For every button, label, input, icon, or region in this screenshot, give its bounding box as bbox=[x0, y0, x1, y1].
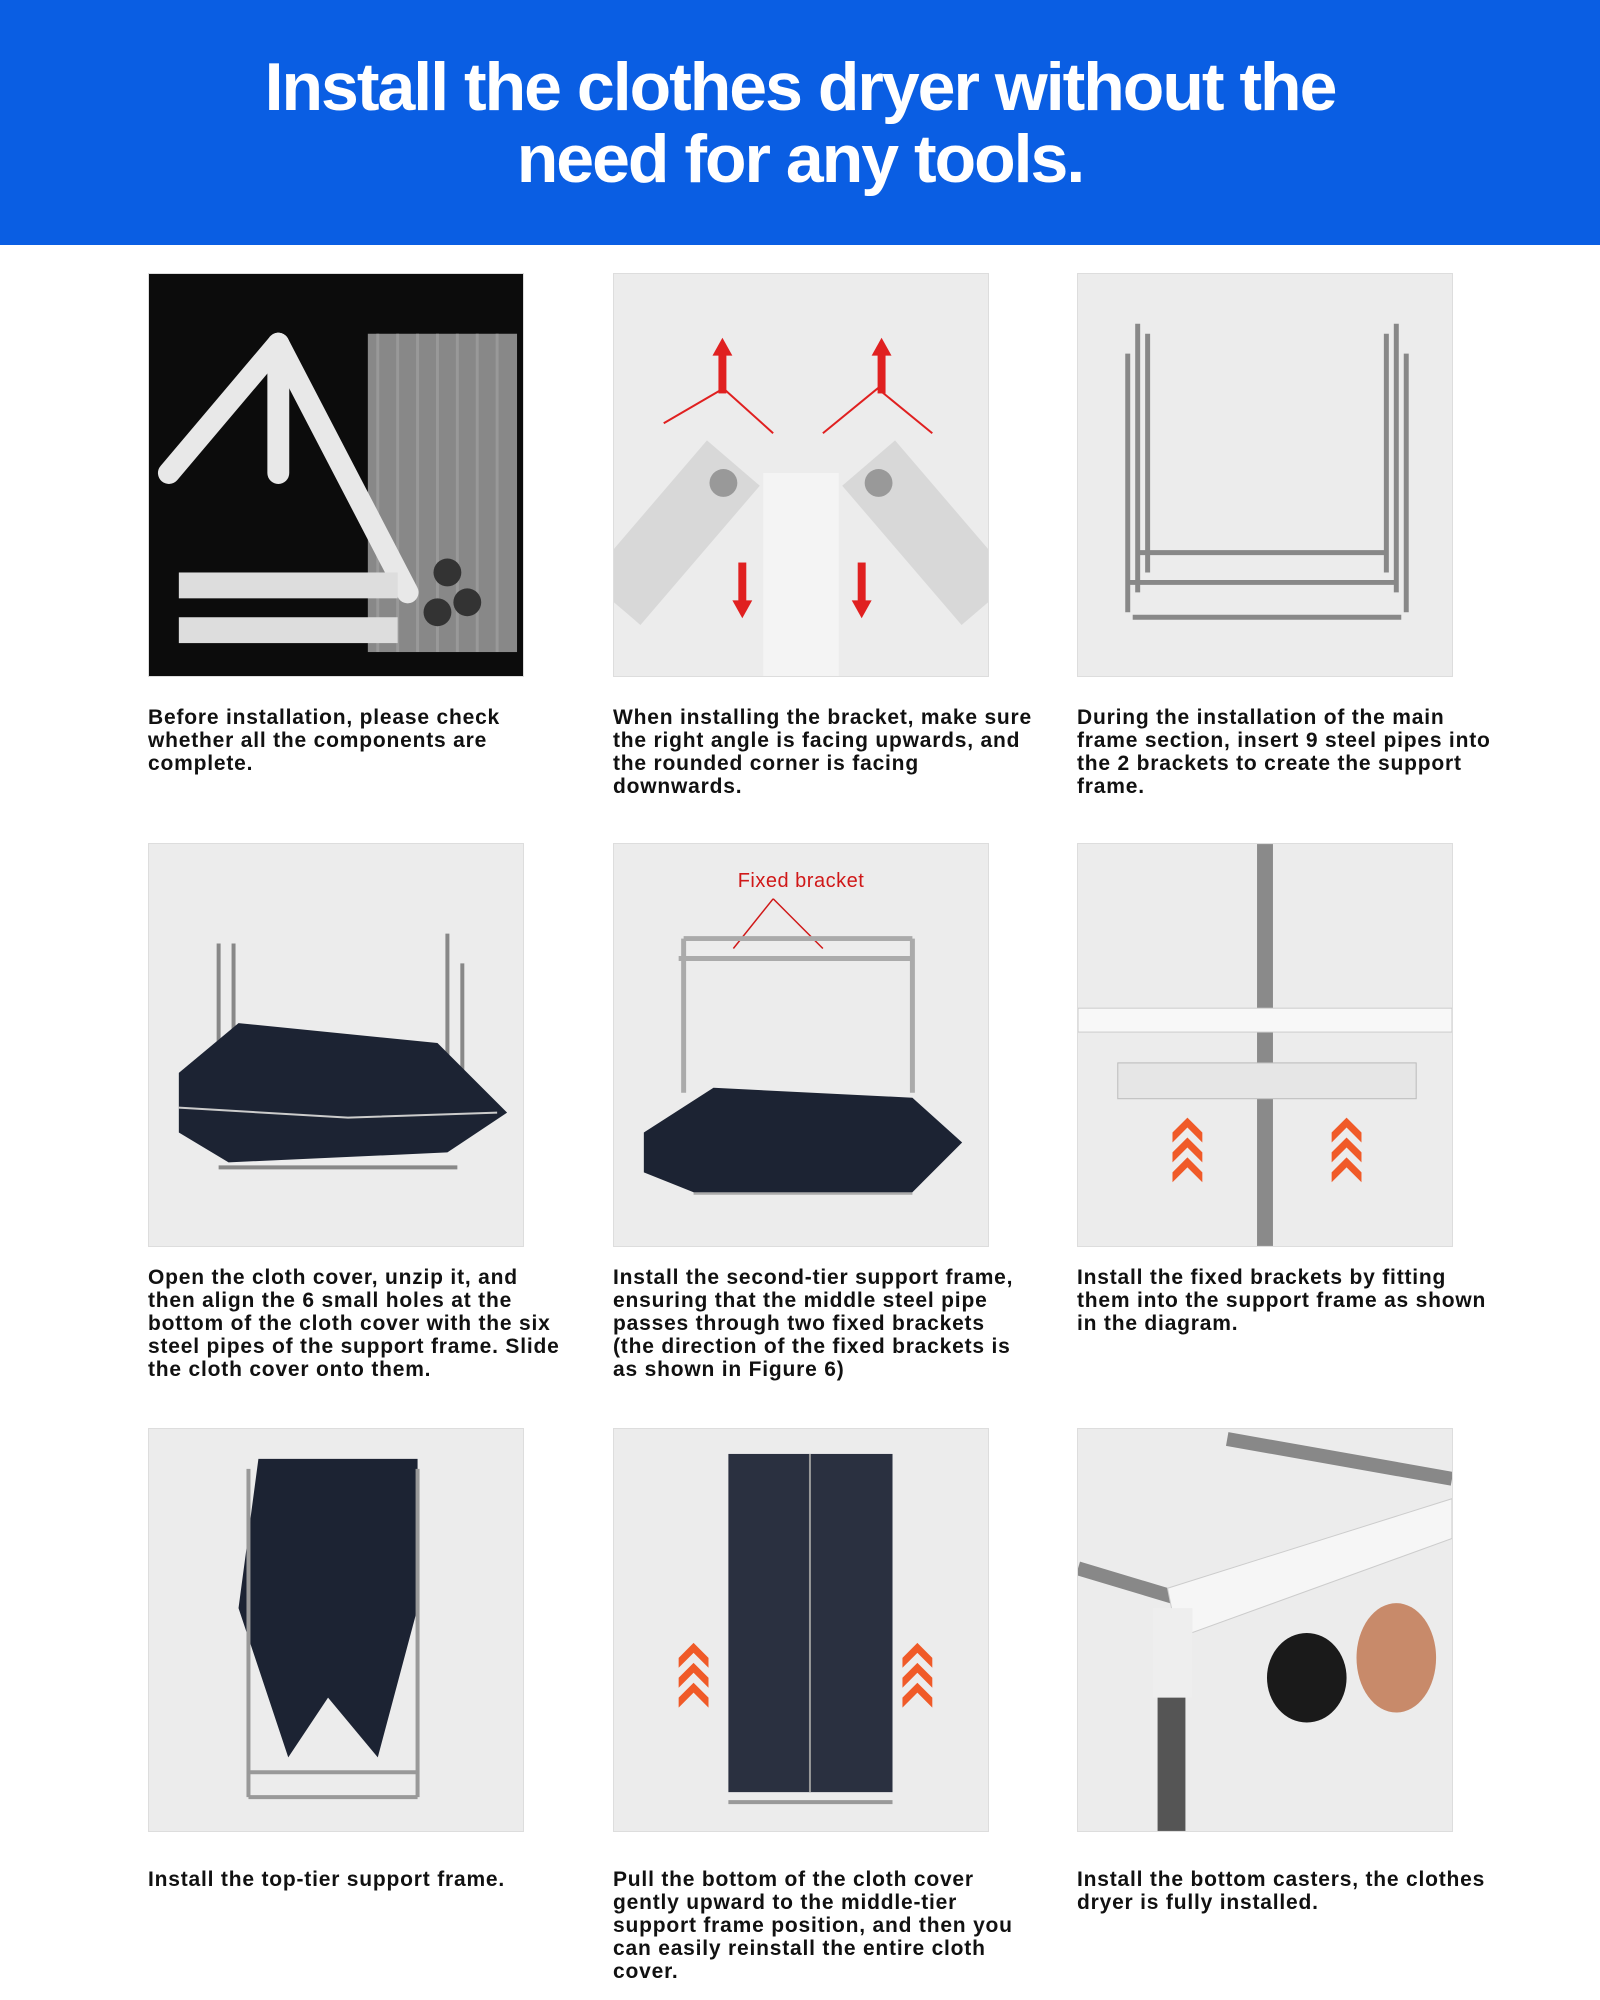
step-6-caption: Install the fixed brackets by fitting them into the support frame as shown in the diagram. bbox=[1077, 1266, 1487, 1335]
support-frame-photo bbox=[1077, 273, 1453, 677]
step-4-caption: Open the cloth cover, unzip it, and then align the 6 small holes at the bottom of the cloth cover with the six steel pipes of the support frame. Slide the cloth cover onto them. bbox=[148, 1266, 560, 1381]
top-tier-frame-photo bbox=[148, 1428, 524, 1832]
step-3-caption: During the installation of the main frame section, insert 9 steel pipes into the 2 brackets to create the support frame. bbox=[1077, 706, 1491, 798]
fixed-bracket-label: Fixed bracket bbox=[737, 870, 865, 892]
step-1-caption: Before installation, please check whether all the components are complete. bbox=[148, 706, 501, 775]
fixed-bracket-photo bbox=[1077, 843, 1453, 1247]
step-8-caption: Pull the bottom of the cloth cover gently upward to the middle-tier support frame position, and then you can easily reinstall the entire cloth cover. bbox=[613, 1868, 1013, 1983]
cloth-cover-photo bbox=[148, 843, 524, 1247]
components-photo bbox=[148, 273, 524, 677]
second-tier-frame-photo bbox=[613, 843, 989, 1247]
step-2-caption: When installing the bracket, make sure the right angle is facing upwards, and the rounded corner is facing downwards. bbox=[613, 706, 1033, 798]
page-title: Install the clothes dryer without the need for any tools. bbox=[264, 48, 1336, 197]
header-banner bbox=[0, 0, 1600, 245]
bracket-angle-photo bbox=[613, 273, 989, 677]
step-5-caption: Install the second-tier support frame, ensuring that the middle steel pipe passes through two fixed brackets (the direction of the fixed brackets is as shown in Figure 6) bbox=[613, 1266, 1014, 1381]
step-7-caption: Install the top-tier support frame. bbox=[148, 1868, 506, 1891]
pull-cover-photo bbox=[613, 1428, 989, 1832]
casters-photo bbox=[1077, 1428, 1453, 1832]
step-9-caption: Install the bottom casters, the clothes dryer is fully installed. bbox=[1077, 1868, 1486, 1914]
